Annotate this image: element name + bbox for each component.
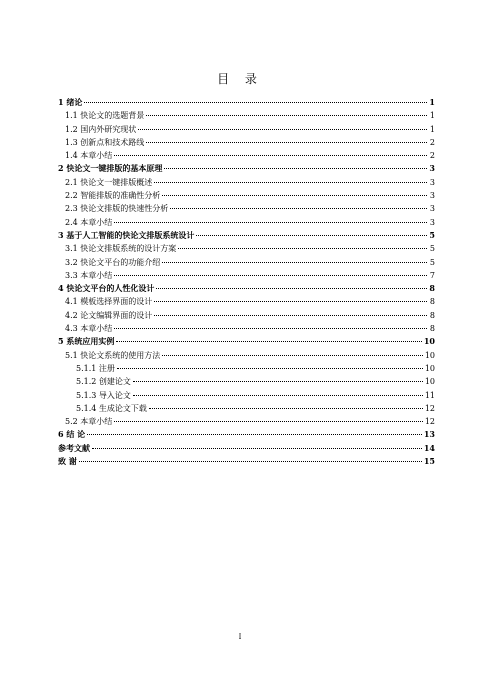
- toc-entry-label: 3.2 快论文平台的功能介绍: [65, 257, 161, 267]
- toc-dot-leader: [156, 288, 427, 289]
- toc-entry[interactable]: [58, 309, 435, 322]
- toc-entry[interactable]: [58, 176, 435, 189]
- toc-entry[interactable]: [58, 123, 435, 136]
- toc-dot-leader: [114, 222, 427, 223]
- toc-entry[interactable]: [58, 335, 435, 348]
- toc-entry-label: 1.3 创新点和技术路线: [65, 137, 145, 147]
- toc-entry[interactable]: [58, 136, 435, 149]
- toc-dot-leader: [146, 115, 427, 116]
- toc-dot-leader: [116, 341, 422, 342]
- toc-entry[interactable]: [58, 256, 435, 269]
- toc-entry[interactable]: [58, 349, 435, 362]
- toc-entry[interactable]: [58, 216, 435, 229]
- toc-dot-leader: [92, 448, 422, 449]
- toc-dot-leader: [162, 355, 423, 356]
- toc-dot-leader: [87, 434, 422, 435]
- toc-entry[interactable]: [58, 229, 435, 242]
- toc-entry-label: 1.1 快论文的选题背景: [65, 111, 145, 121]
- toc-entry-page-number: 1: [429, 97, 435, 107]
- toc-entry-page-number: 12: [424, 403, 435, 413]
- toc-entry[interactable]: [58, 375, 435, 388]
- toc-entry[interactable]: [58, 96, 435, 109]
- toc-entry-page-number: 5: [429, 244, 435, 254]
- toc-entry-label: 5.1.2 创建论文: [76, 377, 131, 387]
- toc-entry-label: 4.1 模板选择界面的设计: [65, 297, 153, 307]
- toc-entry-label: 3.1 快论文排版系统的设计方案: [65, 244, 177, 254]
- toc-entry-label: 1.2 国内外研究现状: [65, 124, 137, 134]
- toc-entry-page-number: 10: [423, 336, 435, 347]
- toc-entry-page-number: 3: [429, 191, 435, 201]
- toc-entry-label: 2.2 智能排版的准确性分析: [65, 191, 161, 201]
- toc-entry-label: 2.3 快论文排版的快速性分析: [65, 204, 169, 214]
- toc-entry[interactable]: [58, 295, 435, 308]
- toc-entry-label: 5.2 本章小结: [65, 417, 113, 427]
- toc-entry-label: 5.1 快论文系统的使用方法: [65, 350, 161, 360]
- toc-entry-label: 5.1.1 注册: [76, 363, 115, 373]
- toc-entry-label: 4 快论文平台的人性化设计: [58, 283, 155, 294]
- toc-entry-label: 致 谢: [58, 456, 77, 467]
- toc-entry-page-number: 1: [429, 111, 435, 121]
- toc-dot-leader: [114, 155, 427, 156]
- toc-entry[interactable]: [58, 428, 435, 441]
- toc-entry-label: 5.1.4 生成论文下载: [76, 403, 147, 413]
- toc-entry-page-number: 15: [423, 456, 435, 467]
- toc-entry-page-number: 3: [429, 217, 435, 227]
- toc-dot-leader: [154, 182, 427, 183]
- toc-dot-leader: [133, 381, 423, 382]
- toc-entry[interactable]: [58, 149, 435, 162]
- toc-entry[interactable]: [58, 282, 435, 295]
- toc-entry-page-number: 5: [429, 257, 435, 267]
- toc-entry[interactable]: [58, 242, 435, 255]
- toc-dot-leader: [133, 395, 423, 396]
- toc-dot-leader: [162, 195, 427, 196]
- toc-entry-page-number: 10: [424, 363, 435, 373]
- toc-entry[interactable]: [58, 189, 435, 202]
- toc-entry-label: 1.4 本章小结: [65, 151, 113, 161]
- toc-dot-leader: [114, 421, 423, 422]
- toc-entry-label: 2.1 快论文一键排版概述: [65, 177, 153, 187]
- toc-entry[interactable]: [58, 442, 435, 455]
- toc-dot-leader: [196, 235, 427, 236]
- toc-entry[interactable]: [58, 162, 435, 175]
- toc-entry-page-number: 8: [429, 297, 435, 307]
- toc-dot-leader: [170, 208, 427, 209]
- toc-entry[interactable]: [58, 389, 435, 402]
- toc-entry-label: 1 绪论: [58, 97, 83, 107]
- toc-dot-leader: [138, 129, 427, 130]
- toc-entry-label: 4.2 论文编辑界面的设计: [65, 310, 153, 320]
- toc-dot-leader: [154, 301, 427, 302]
- toc-dot-leader: [146, 142, 427, 143]
- toc-entry-page-number: 3: [429, 163, 435, 174]
- toc-entry-page-number: 13: [423, 429, 435, 440]
- toc-entry[interactable]: [58, 402, 435, 415]
- toc-entry[interactable]: [58, 362, 435, 375]
- toc-dot-leader: [114, 328, 427, 329]
- footer-page-number: I: [238, 633, 242, 641]
- toc-entry-page-number: 3: [429, 204, 435, 214]
- toc-entry[interactable]: [58, 202, 435, 215]
- toc-entry-page-number: 8: [429, 310, 435, 320]
- toc-entry-label: 3 基于人工智能的快论文排版系统设计: [58, 229, 195, 240]
- toc-entry[interactable]: [58, 109, 435, 122]
- toc-dot-leader: [114, 275, 427, 276]
- toc-dot-leader: [154, 315, 427, 316]
- toc-entry-page-number: 10: [424, 377, 435, 387]
- toc-entry-label: 5 系统应用实例: [58, 336, 115, 347]
- toc-entry-page-number: 10: [424, 350, 435, 360]
- toc-entry-page-number: 14: [423, 442, 435, 453]
- table-of-contents: [58, 96, 435, 468]
- toc-entry-label: 参考文献: [58, 442, 90, 453]
- toc-dot-leader: [164, 168, 427, 169]
- toc-entry-label: 6 结 论: [58, 429, 86, 440]
- toc-dot-leader: [178, 248, 427, 249]
- toc-entry[interactable]: [58, 415, 435, 428]
- toc-entry[interactable]: [58, 455, 435, 468]
- toc-entry-label: 3.3 本章小结: [65, 270, 113, 280]
- toc-dot-leader: [162, 262, 427, 263]
- toc-entry-label: 4.3 本章小结: [65, 324, 113, 334]
- toc-entry-page-number: 2: [429, 151, 435, 161]
- toc-entry-page-number: 12: [424, 417, 435, 427]
- toc-entry[interactable]: [58, 322, 435, 335]
- page-title: 目 录: [217, 72, 263, 86]
- toc-dot-leader: [84, 102, 427, 103]
- toc-dot-leader: [149, 408, 423, 409]
- toc-dot-leader: [117, 368, 423, 369]
- toc-entry-page-number: 11: [424, 390, 435, 400]
- toc-entry-page-number: 3: [429, 177, 435, 187]
- toc-entry-page-number: 8: [429, 283, 435, 294]
- toc-entry-page-number: 8: [429, 324, 435, 334]
- toc-entry-label: 2.4 本章小结: [65, 217, 113, 227]
- toc-entry-label: 5.1.3 导入论文: [76, 390, 131, 400]
- toc-entry-label: 2 快论文一键排版的基本原理: [58, 163, 163, 174]
- toc-entry-page-number: 1: [429, 124, 435, 134]
- toc-dot-leader: [79, 461, 422, 462]
- toc-entry-page-number: 5: [429, 229, 435, 240]
- toc-entry[interactable]: [58, 269, 435, 282]
- toc-entry-page-number: 7: [429, 270, 435, 280]
- toc-entry-page-number: 2: [429, 137, 435, 147]
